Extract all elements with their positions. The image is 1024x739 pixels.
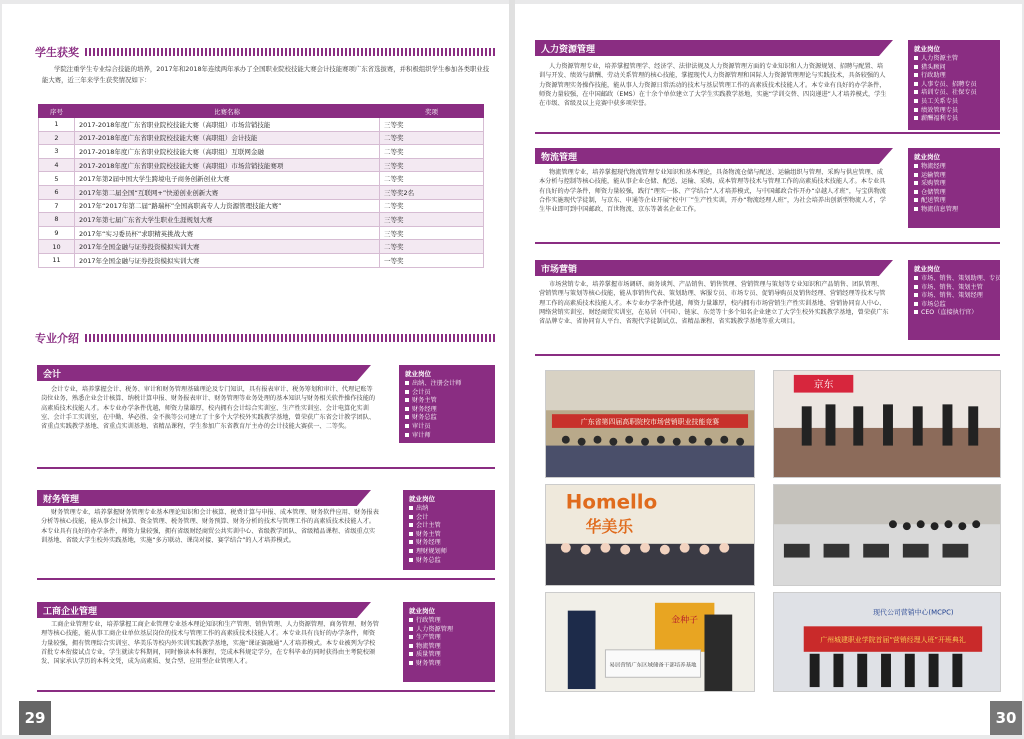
jobs-title: 就业岗位 <box>914 45 940 53</box>
cell-index: 5 <box>39 172 75 186</box>
cell-award: 三等奖2名 <box>380 185 484 199</box>
job-item: 市场、销售、策划经理 <box>914 292 997 301</box>
left-page <box>2 4 509 735</box>
cell-index: 10 <box>39 240 75 254</box>
photo-group-banner <box>545 370 755 478</box>
table-row <box>39 226 484 240</box>
cell-award: 三等奖 <box>380 213 484 227</box>
job-item: 物流管理 <box>409 643 492 652</box>
table-row <box>39 158 484 172</box>
major-description: 会计专业，培养掌握会计、税务、审计和财务管理基础理论及专门知识，具有报表审计、税务筹划和审计、代理记账等岗位业务，熟悉企业会计核算、纳税计算申报、财务报表审计、财务管理等业务处理的基本知识与财务相关软件操作技能的高素质技术技能人才。本专业办学条件优越，师资力量雄厚，校内拥有会计综合实训室、生产性实训室、会计电算化实训室、会计手工实训室，在中勤、华必胜、金不换等公司建立了十多个大学校外实践教学基地，曾荣获广东省会计教学团队、省重点实践教学基地、省重点实训基地、省精品课程，学生参加广东省教育厅主办的会计技能大赛获一、二等奖。 <box>41 386 376 431</box>
major-title: 工商企业管理 <box>43 607 98 617</box>
header-index: 序号 <box>39 105 75 118</box>
jobs-title: 就业岗位 <box>409 495 435 503</box>
jobs-box <box>908 40 1000 130</box>
section-header-majors <box>35 330 495 346</box>
job-item: 物流信息管理 <box>914 206 997 215</box>
cell-index: 2 <box>39 131 75 145</box>
header-hatch <box>85 48 495 56</box>
major-card-finance <box>37 490 495 580</box>
job-item: 人力资源管理 <box>409 626 492 635</box>
jinzhongzi-text: 金种子 <box>671 615 699 626</box>
cell-competition: 2017年全国金融与证券投资模拟实训大赛 <box>75 253 380 267</box>
right-page <box>515 4 1022 735</box>
photo-computer-lab <box>773 484 1001 586</box>
job-item: 市场、销售、策划助理、专员 <box>914 275 997 284</box>
major-title-bar <box>535 40 879 56</box>
cell-competition: 2017-2018年度广东省职业院校技能大赛（高职组）会计技能 <box>75 131 380 145</box>
table-row <box>39 213 484 227</box>
major-title-bar <box>37 602 357 618</box>
major-description: 人力资源管理专业，培养掌握管理学、经济学、法律法规及人力资源管理方面的专业知识和人力资源规划、招聘与配置、培训与开发、绩效与薪酬、劳动关系管理的核心技能，掌握现代人力资源管理和国际人力资源管理理论与实践技术，具备较强的人力资源管理实务操作技能，能从事人力资源日常活动的技术与基层管理工作的高素质技术技能人才。本专业有良好的办学条件，师资力量较强，在中国邮政（EMS）在十余个单位建立了大学生实践教学基地，实施“学训交替、四岗递进”人才培养模式，学生在市级、省级及以上竞赛中获多项荣誉。 <box>539 63 887 108</box>
major-card-logistics <box>535 148 1000 244</box>
header-hatch <box>85 334 495 342</box>
photo-jd-meeting <box>773 370 1001 478</box>
job-item: 配送管理 <box>914 197 997 206</box>
table-row <box>39 253 484 267</box>
major-title-bar <box>37 490 357 506</box>
major-description: 市场营销专业，培养掌握市场调研、商务谈判、产品销售、销售管理、营销管理与策划等专业知识和产品销售、团队管理、营销管理与策划等核心技能，能从事销售代表、策划助理、客服专员、市场专员、促销导购员及销售经理、营销经理等技术与管理工作的高素质技术技能人才。本专业办学条件优越，师资力量雄厚，校内拥有市场营销生产性实训基地、营销协同育人中心、网络营销实训室、财经商贸实训室，在易居（中国）、链家、东莞等十多个知名企业建立了大学生校外实践教学基地，曾荣获广东省品牌专业、省协同育人平台、省现代学徒制试点、省精品课程、省实践教学基地等重大项目。 <box>539 281 889 326</box>
cell-competition: 2017年“2017年第二届“路瑞杯”全国高职高专人力资源管理技能大赛” <box>75 199 380 213</box>
table-row <box>39 131 484 145</box>
jobs-title: 就业岗位 <box>914 265 940 273</box>
cell-competition: 2017-2018年度广东省职业院校技能大赛（高职组）互联网金融 <box>75 145 380 159</box>
plaque-text: 易居营销广东区域储备干部培养基地 <box>609 662 697 669</box>
jobs-title: 就业岗位 <box>405 370 431 378</box>
awards-table <box>38 104 484 268</box>
job-item: 理财规划师 <box>409 548 492 557</box>
banner-text: 广东省第四届高职院校市场营销职业技能竞赛 <box>580 418 720 426</box>
job-item: 采购管理 <box>914 180 997 189</box>
section-header-awards <box>35 44 495 60</box>
cell-award: 三等奖 <box>380 118 484 132</box>
cell-index: 9 <box>39 226 75 240</box>
photo-plaque <box>545 592 755 692</box>
job-item: 员工关系专员 <box>914 98 997 107</box>
jobs-title: 就业岗位 <box>914 153 940 161</box>
job-item: 财务总监 <box>405 414 492 423</box>
job-item: 财务经理 <box>405 406 492 415</box>
cell-competition: 2017年第七届广东省大学生职业生涯规划大赛 <box>75 213 380 227</box>
cell-index: 1 <box>39 118 75 132</box>
job-item: 审计员 <box>405 423 492 432</box>
major-description: 财务管理专业，培养掌握财务管理专业基本理论知识和会计核算、税费计算与申报、成本管理、财务软件应用、财务报表分析等核心技能，能从事会计核算、资金管理、税务管理、财务预算、财务分析的技术与管理工作的高素质技术技能人才。本专业具有良好的办学条件，师资力量较强，拥有省级财经商贸公共实训中心、省级教学团队、省级精品课程、省级重点实训基地、省级大学生校外实践基地，实施“多方联动、课岗对接、赛学结合”的人才培养模式。 <box>41 509 379 544</box>
cell-competition: 2017年“实习委员杯”求职精英挑战大赛 <box>75 226 380 240</box>
cell-award: 三等奖 <box>380 226 484 240</box>
major-title: 市场营销 <box>541 265 578 275</box>
cell-award: 二等奖 <box>380 172 484 186</box>
job-item: 人力资源主管 <box>914 55 997 64</box>
job-item: 质量管理 <box>409 651 492 660</box>
major-title: 人力资源管理 <box>541 45 596 55</box>
job-item: 行政助理 <box>914 72 997 81</box>
job-item: 物流经理 <box>914 163 997 172</box>
table-row <box>39 199 484 213</box>
job-item: 市场、销售、策划主管 <box>914 284 997 293</box>
job-item: 会计员 <box>405 389 492 398</box>
table-row <box>39 172 484 186</box>
cell-award: 二等奖 <box>380 199 484 213</box>
table-row <box>39 118 484 132</box>
job-item: 财务经理 <box>409 539 492 548</box>
cell-award: 二等奖 <box>380 145 484 159</box>
table-row <box>39 185 484 199</box>
jd-logo-text: 京东 <box>813 379 834 391</box>
cell-index: 6 <box>39 185 75 199</box>
job-item: 绩效管理专员 <box>914 107 997 116</box>
major-title-bar <box>37 365 357 381</box>
job-item: CEO（直接执行官） <box>914 309 997 318</box>
cell-competition: 2017年第2届中国大学生跨境电子商务创新创业大赛 <box>75 172 380 186</box>
jobs-box <box>908 148 1000 228</box>
cell-award: 二等奖 <box>380 131 484 145</box>
major-card-business-admin <box>37 602 495 692</box>
major-title: 会计 <box>43 370 62 380</box>
cell-award: 一等奖 <box>380 253 484 267</box>
photo-ceremony <box>773 592 1001 692</box>
job-item: 运输管理 <box>914 172 997 181</box>
jobs-box <box>403 490 495 570</box>
cell-competition: 2017-2018年度广东省职业院校技能大赛（高职组）市场营销技能赛项 <box>75 158 380 172</box>
major-title-bar <box>535 148 879 164</box>
job-item: 人事专员、招聘专员 <box>914 81 997 90</box>
homello-text: Homello <box>565 490 658 514</box>
major-description: 物流管理专业，培养掌握现代物流管理专业知识和基本理论，具备物流仓储与配送、运输组织与管理、采购与供应管理、成本分析与控制等核心技能，能从事企业仓储、配送、运输、采购、成本管理等技术与管理工作的高素质技术技能人才。本专业具有良好的办学条件，师资力量较强，践行“理实一体、产学结合”人才培养模式，与中国邮政合作开办“卓越人才班”，与宝供物流合作实施现代学徒制，与京东、申通等企业开展“校中厂”生产性实训，开办“物流经理人班”，为社会培养出创新型物流人才，学生毕业即可到中国邮政、百世物流、京东等著名企业工作。 <box>539 169 886 214</box>
job-item: 生产管理 <box>409 634 492 643</box>
cell-award: 二等奖 <box>380 240 484 254</box>
header-award: 奖项 <box>380 105 484 118</box>
huameile-text: 华美乐 <box>585 517 634 537</box>
jobs-box <box>403 602 495 682</box>
major-title: 财务管理 <box>43 495 80 505</box>
photo-homello <box>545 484 755 586</box>
cell-index: 7 <box>39 199 75 213</box>
major-title-bar <box>535 260 879 276</box>
mcpc-text: 现代公司营销中心(MCPC) <box>873 608 954 617</box>
job-item: 财务主管 <box>405 397 492 406</box>
cell-competition: 2017-2018年度广东省职业院校技能大赛（高职组）市场营销技能 <box>75 118 380 132</box>
jobs-title: 就业岗位 <box>409 607 435 615</box>
cell-index: 4 <box>39 158 75 172</box>
job-item: 出纳 <box>409 505 492 514</box>
major-card-accounting <box>37 365 495 469</box>
job-item: 仓储管理 <box>914 189 997 198</box>
job-item: 会计 <box>409 514 492 523</box>
job-item: 猎头顾问 <box>914 64 997 73</box>
job-item: 市场总监 <box>914 301 997 310</box>
cell-index: 11 <box>39 253 75 267</box>
section-title-awards: 学生获奖 <box>35 46 79 59</box>
job-item: 财务主管 <box>409 531 492 540</box>
job-item: 行政管理 <box>409 617 492 626</box>
jobs-box <box>908 260 1000 340</box>
awards-intro: 学院注重学生专业综合技能的培养，2017年和2018年连续两年承办了全国职业院校技能大赛会计技能赛项广东省选拔赛，并积极组织学生参加各类职业技能大赛，近三年来学生获奖情况如下： <box>42 65 490 84</box>
cell-competition: 2017年全国金融与证券投资模拟实训大赛 <box>75 240 380 254</box>
table-row <box>39 145 484 159</box>
job-item: 财务总监 <box>409 557 492 566</box>
job-item: 薪酬福利专员 <box>914 115 997 124</box>
table-row <box>39 240 484 254</box>
page-number: 30 <box>990 701 1022 735</box>
cell-index: 3 <box>39 145 75 159</box>
cell-index: 8 <box>39 213 75 227</box>
job-item: 会计主管 <box>409 522 492 531</box>
section-title-majors: 专业介绍 <box>35 332 79 345</box>
job-item: 审计师 <box>405 432 492 441</box>
header-competition: 比赛名称 <box>75 105 380 118</box>
jobs-box <box>399 365 495 443</box>
cell-award: 三等奖 <box>380 158 484 172</box>
major-title: 物流管理 <box>541 153 578 163</box>
job-item: 财务管理 <box>409 660 492 669</box>
page-number: 29 <box>19 701 51 735</box>
job-item: 出纳、注册会计师 <box>405 380 492 389</box>
ceremony-banner-text: 广州城建职业学院首届“营销经理人班”开班典礼 <box>820 636 966 644</box>
major-description: 工商企业管理专业，培养掌握工商企业管理专业基本理论知识和生产管理、销售管理、人力资源管理、商务管理、财务管理等核心技能，能从事工商企业单位基层岗位的技术与管理工作的高素质技术技能人才。本专业具有良好的办学条件，师资力量较强，拥有管理综合实训室、华美乐等校内外实训实践教学基地，实施“课证赛融通”人才培养模式。本专业被列为学校首批专本衔接试点专业，学生就读专科期间，同时修读本科课程，完成本科规定学分，在专科毕业的同时获得由主考院校颁发、国家承认学历的本科文凭，成为高素质、复合型、应用型企业管理人才。 <box>41 621 379 666</box>
cell-competition: 2017年第二届全国“互联网+”快递创业创新大赛 <box>75 185 380 199</box>
major-card-marketing <box>535 260 1000 356</box>
major-card-hr <box>535 40 1000 134</box>
job-item: 培训专员、社保专员 <box>914 89 997 98</box>
